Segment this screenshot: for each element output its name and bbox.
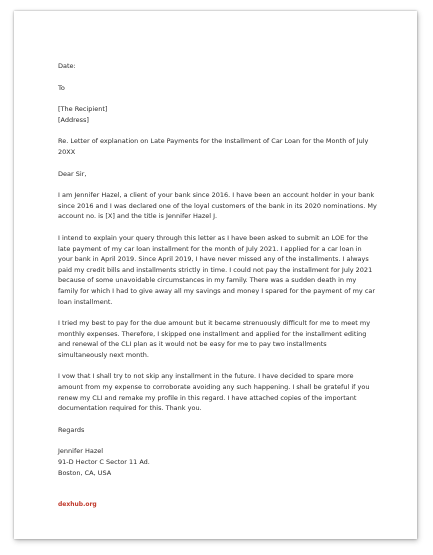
signature-name: Jennifer Hazel <box>58 447 104 456</box>
paragraph-explanation: I intend to explain your query through this letter as I have been asked to submit an LOE for the late payment of my car loan installment for the month of July 2021. I applied for a car loan in your bank in April 2019. Since April 2019, I have never missed any of the installments. I always paid my credit bills and installments strictly in time. I could not pay the installment for July 2021 because of some unavoidable circumstances in my family. There was a sudden death in my family for which I had to give away all my savings and money I spared for the payment of my car loan installment. <box>58 233 376 306</box>
date-label: Date: <box>58 62 76 70</box>
signature-address-line1: 91-D Hector C Sector 11 Ad. <box>58 458 150 467</box>
signature-address-line2: Boston, CA, USA <box>58 468 112 477</box>
closing: Regards <box>58 425 85 434</box>
letter-page <box>14 11 417 539</box>
to-label: To <box>58 83 65 92</box>
recipient-block <box>58 104 377 125</box>
paragraph-intro: I am Jennifer Hazel, a client of your bank since 2016. I have been an account holder in your bank since 2016 and I was declared one of the loyal customers of the bank in its 2020 nominations. My account no. is [X] and the title is Jennifer Hazel J. <box>58 191 377 221</box>
recipient-address: [Address] <box>58 115 89 124</box>
salutation: Dear Sir, <box>58 169 87 178</box>
paragraph-commitment: I vow that I shall try to not skip any installment in the future. I have decided to spare more amount from my expense to corroborate avoiding any such happening. I shall be grateful if you renew my CLI and remake my profile in this regard. I have attached copies of the important documentation required for this. Thank you. <box>58 372 370 413</box>
recipient-name: [The Recipient] <box>58 105 108 114</box>
signature-block <box>58 446 377 478</box>
footer-site-link[interactable]: dexhub.org <box>58 501 97 508</box>
subject-line: Re. Letter of explanation on Late Payments for the Installment of Car Loan for the Month of July 20XX <box>58 137 369 156</box>
paragraph-difficulty: I tried my best to pay for the due amount but it became strenuously difficult for me to meet my monthly expenses. Therefore, I skipped one installment and applied for the installment editing and renewal of the CLI plan as it would not be easy for me to pay two installments simultaneously next month. <box>58 319 371 359</box>
